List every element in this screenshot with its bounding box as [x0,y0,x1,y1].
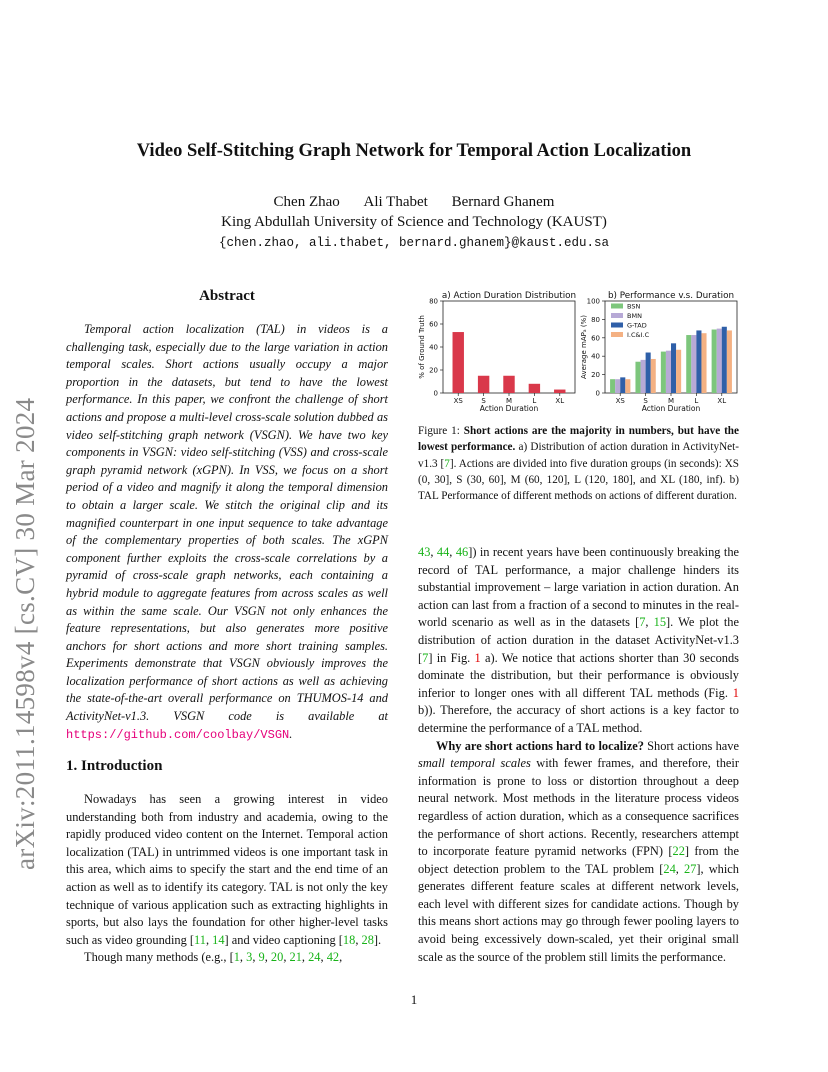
x-tick-label: XL [717,397,727,405]
text-run: Nowadays has seen a growing interest in video understanding both from industry and academia, owing to the rapidly produced video content on the Internet. Temporal action localization (TAL) in untrimmed videos is one important task in this area, which aims to specify the start and the end time of an action as well as to identify its category. TAL is not only the key technique of various application such as extracting highlights in sports, but also lays the foundation for other higher-level tasks such as video grounding [ [66,792,388,947]
abstract-body [66,321,388,744]
y-tick-label: 80 [429,297,438,306]
paragraph-heading: Why are short actions hard to localize? [436,738,644,753]
citation-link[interactable]: 46 [455,545,469,559]
abstract-heading: Abstract [199,288,255,304]
y-tick-label: 40 [429,343,438,352]
right-paragraph-1: 43, 44, 46]) in recent years have been continuously breaking the record of TAL performance, a major challenge hinders its substantial improvement – large variation in action duration. An action can last from a fraction of a second to minutes in the real-world scenario as well as in the datasets [7, 15]. We plot the distribution of action duration in the dataset ActivityNet-v1.3 [7] in Fig. 1 a). We notice that actions shorter than 30 seconds dominate the distribution, but their performance is obviously inferior to longer ones with all different TAL methods (Fig. 1 b)). Therefore, the accuracy of short actions is a key factor to determine the performance of a TAL method. [418,545,740,735]
legend-swatch [611,323,623,328]
y-tick-label: 40 [591,352,600,361]
citation-link[interactable]: 7 [639,615,646,630]
x-axis-label: Action Duration [641,404,701,412]
bar [610,379,615,393]
abstract-text: Temporal action localization (TAL) in videos is a challenging task, especially due to the large variation in action temporal scales. Short actions usually occupy a major proportion in the datasets, but tend to have the lowest performance. In this paper, we confront the challenge of short actions and propose a multi-level cross-scale solution dubbed as video self-stitching graph network (VSGN). We have two key components in VSGN: video self-stitching (VSS) and cross-scale graph pyramid network (xGPN). In VSS, we focus on a short period of a video and magnify it along the temporal dimension to obtain a larger scale. We stitch the original clip and its magnified counterpart in one input sequence to take advantage of the complementary properties of both scales. The xGPN component further exploits the cross-scale correlations by a pyramid of cross-scale graph networks, each containing a hybrid module to aggregate features from across scales as well as within the same scale. Our VSGN not only enhances the feature representations, but also generates more positive anchors for short actions and more short training samples. Experiments demonstrate that VSGN obviously improves the localization performance of short actions as well as achieving the state-of-the-art overall performance on THUMOS-14 and ActivityNet-v1.3. VSGN code is available at [66,322,388,724]
bar [666,351,671,393]
text-run: a). We notice that actions shorter than 30 seconds dominate the distribution, but their performance is obviously inferior to longer ones with all different TAL methods (Fig. [418,650,739,700]
code-link[interactable]: https://github.com/coolbay/VSGN [66,727,290,742]
bar [722,327,727,393]
bar [615,379,620,393]
emphasis: small temporal scales [418,756,531,771]
text-run: Short actions have [643,738,739,753]
figure-caption [418,423,739,504]
citation-link[interactable]: 43 [418,545,431,559]
y-tick-label: 60 [429,320,438,329]
text-run: ] and video captioning [ [224,932,343,947]
legend-swatch [611,332,623,337]
y-tick-label: 80 [591,315,600,324]
affiliation: King Abdullah University of Science and Technology (KAUST) [221,214,607,230]
text-run: ] from the object detection problem to the TAL problem [ [418,844,740,876]
figure-1 [415,287,741,412]
bar [671,343,676,393]
x-tick-label: S [643,397,648,405]
chart-title: a) Action Duration Distribution [441,291,577,301]
text-run: with fewer frames, and therefore, their information is prone to loss or distortion throughout a deep neural network. Most methods in the literature process videos regardless of action duration, which as a consequence sacrifices the performance of short actions. Recently, researchers attempt to incorporate feature pyramid networks (FPN) [ [418,756,739,859]
bar [701,333,706,393]
legend-swatch [611,313,623,318]
caption-bold: Short actions are the majority in numbers, but have the lowest performance. [418,425,739,454]
bar [635,362,640,393]
citation-link[interactable]: 42 [326,950,340,965]
bar [646,353,651,393]
bar [453,332,464,393]
text-run: ]) in recent years have been continuously breaking the record of TAL performance, a major challenge hinders its substantial improvement – large variation in action duration. An action can last from a fraction of a second to minutes in the real-world scenario as well as in the datasets [ [418,545,740,630]
x-tick-label: XS [453,397,463,405]
legend-label: BMN [627,312,642,320]
text-run: ], which generates different feature scales at different network levels, each level with different sizes for candidate actions. Though by this means short actions may go through fewer pooling layers to avoid being excessively down-scaled, yet their original small scale as the source of the problem still limits the performance. [418,861,739,964]
x-tick-label: M [505,397,513,405]
x-tick-label: XS [615,397,625,405]
citation-link[interactable]: 11 [194,932,206,947]
caption-label: Figure 1: [418,425,464,437]
legend-swatch [611,304,623,309]
text-run: ]. Actions are divided into five duration groups (in seconds): XS (0, 30], S (30, 60], M (60, 120], L (120, 180], and XL (180, inf). b) TAL Performance of different methods on actions of different duration. [418,457,739,503]
arxiv-stamp: arXiv:2011.14598v4 [cs.CV] 30 Mar 2024 [10,397,40,870]
chart-performance-duration [580,291,737,412]
x-axis-label: Action Duration [479,404,539,412]
author-name: Chen Zhao [273,194,340,210]
author-list [0,194,828,211]
citation-link[interactable]: 7 [444,457,450,470]
y-tick-label: 0 [595,389,600,398]
author-emails: {chen.zhao, ali.thabet, bernard.ghanem}@kaust.edu.sa [218,236,610,250]
bar [691,335,696,393]
text-run: Though many methods (e.g., [ [84,950,234,965]
citation-link[interactable]: 15 [653,615,667,630]
author-name: Bernard Ghanem [451,194,555,210]
intro-paragraph-2: Though many methods (e.g., [1, 3, 9, 20, 21, 24, 42, [84,950,343,965]
text-run: a) Distribution of action duration in ActivityNet-v1.3 [ [418,441,739,470]
author-name: Ali Thabet [363,194,428,210]
bar [620,377,625,393]
bar [478,376,489,393]
citation-link[interactable]: 27 [683,861,697,876]
y-tick-label: 100 [586,297,600,306]
x-tick-label: M [667,397,675,405]
citation-link[interactable]: 24 [663,861,676,876]
bar [554,390,565,393]
legend-label: BSN [627,302,641,311]
y-axis-label: Average mAPₐ (%) [580,315,588,379]
bar [696,330,701,393]
y-tick-label: 60 [591,334,600,343]
citation-link[interactable]: 22 [672,844,685,859]
citation-link[interactable]: 18 [342,932,356,947]
text-run: ] in Fig. [428,650,475,665]
citation-link[interactable]: 28 [361,932,374,947]
abstract-end: . [289,726,293,741]
chart-title: b) Performance v.s. Duration [607,291,735,301]
citation-link[interactable]: 20 [270,950,284,965]
bar [529,384,540,393]
citation-link[interactable]: 24 [308,950,321,965]
paper-title: Video Self-Stitching Graph Network for Temporal Action Localization [136,141,692,161]
citation-link[interactable]: 44 [436,545,450,559]
bar [651,359,656,393]
figure-link[interactable]: 1 [732,685,739,700]
section-heading: 1. Introduction [66,758,163,774]
bar [641,360,646,393]
y-axis-label: % of Ground Truth [418,315,426,379]
bar [661,352,666,393]
x-tick-label: S [481,397,486,405]
y-tick-label: 0 [433,389,438,398]
bar [686,335,691,393]
text-run: b)). Therefore, the accuracy of short actions is a key factor to determine the performance of a TAL method. [418,703,739,735]
citation-link[interactable]: 1 [233,950,240,965]
citation-link[interactable]: 9 [258,950,265,965]
y-tick-label: 20 [591,371,600,380]
figure-link[interactable]: 1 [474,650,481,665]
citation-link[interactable]: 21 [289,950,302,965]
text-run: ]. [373,932,382,947]
x-tick-label: L [532,397,537,405]
bar [712,330,717,393]
legend-label: I.C&I.C [627,331,650,339]
x-tick-label: L [694,397,699,405]
chart-action-duration [418,291,576,412]
bar [727,330,732,393]
bar [503,376,514,393]
legend-label: G-TAD [627,321,647,330]
intro-paragraph-1: Nowadays has seen a growing interest in video understanding both from industry and academia, owing to the rapidly produced video content on the Internet. Temporal action localization (TAL) in untrimmed videos is one important task in this area, which aims to specify the start and the end time of an action as well as to identify its category. TAL is not only the key technique of various application such as extracting highlights in sports, but also lays the foundation for other higher-level tasks such as video grounding [11, 14] and video captioning [18, 28]. [66,792,388,947]
page-number: 1 [410,992,418,1007]
bar [717,329,722,393]
intro-left-column [66,791,388,967]
citation-link[interactable]: 7 [422,650,429,665]
bar [625,379,630,393]
citation-link[interactable]: 3 [246,950,253,965]
intro-right-column [418,544,739,966]
x-tick-label: XL [555,397,565,405]
citation-link[interactable]: 14 [212,932,225,947]
text-run: ]. We plot the distribution of action duration in the dataset ActivityNet-v1.3 [ [418,615,739,665]
y-tick-label: 20 [429,366,438,375]
bar [676,350,681,393]
right-paragraph-2: Why are short actions hard to localize? Short actions have small temporal scales with fewer frames, and therefore, their information is prone to loss or distortion throughout a deep neural network. Most methods in the literature process videos regardless of action duration, which as a consequence sacrifices the performance of short actions. Recently, researchers attempt to incorporate feature pyramid networks (FPN) [22] from the object detection problem to the TAL problem [24, 27], which generates different feature scales at different network levels, each level with different sizes for candidate actions. Though by this means short actions may go through fewer pooling layers to avoid being excessively down-scaled, yet their original small scale as the source of the problem still limits the performance. [418,738,740,964]
